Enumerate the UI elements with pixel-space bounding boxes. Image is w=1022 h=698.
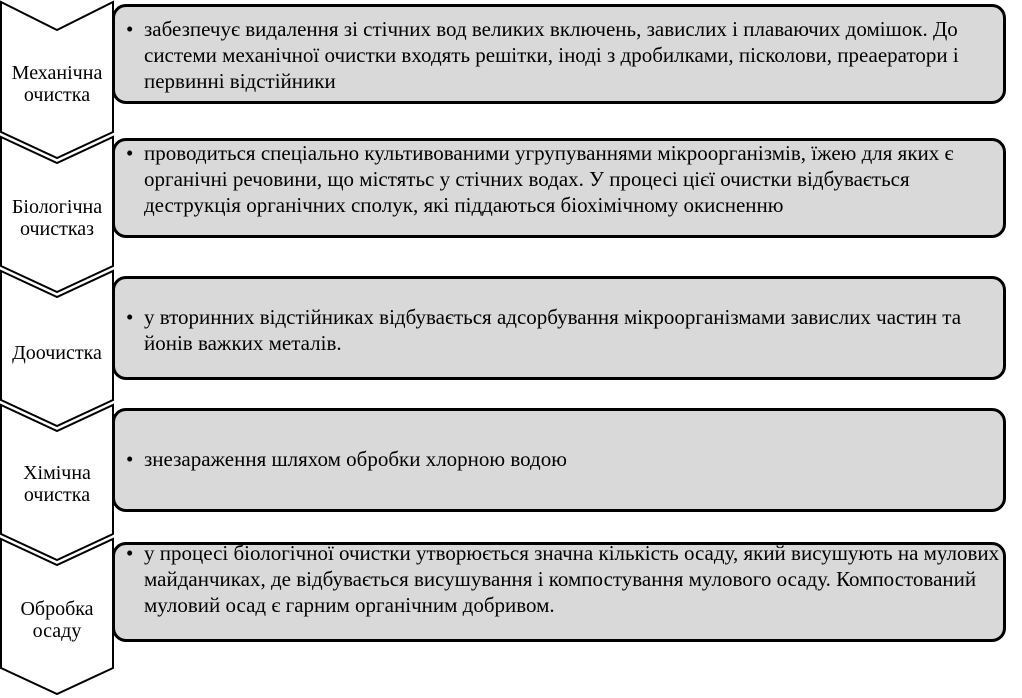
step-description-4: • знезараження шляхом обробки хлорною водою bbox=[126, 447, 567, 471]
bullet-icon: • bbox=[126, 541, 134, 565]
bullet-icon: • bbox=[126, 17, 134, 41]
step-description-1: • забезпечує видалення зі стічних вод великих включень, завислих і плаваючих домішок. До системи механічної очистки входять решітки, іноді з дробилками, пісколови, преаератори і первинні відстійники bbox=[126, 17, 959, 93]
step-label-5: Обробка осаду bbox=[20, 598, 94, 642]
step-description-3: • у вторинних відстійниках відбувається адсорбування мікроорганізмами завислих частин та йонів важких металів. bbox=[126, 305, 962, 355]
step-description-2: • проводиться спеціально культивованими угрупуваннями мікроорганізмів, їжею для яких є органічні речовини, що містятьс у стічних водах. У процесі цієї очистки відбувається деструкція органічних сполук, які піддаються біохімічному окисненню bbox=[126, 141, 954, 217]
bullet-icon: • bbox=[126, 305, 134, 329]
step-label-1: Механічна очистка bbox=[11, 62, 103, 106]
bullet-icon: • bbox=[126, 447, 134, 471]
step-label-3: Доочистка bbox=[12, 342, 102, 364]
step-label-4: Хімічна очистка bbox=[23, 462, 91, 506]
step-label-2: Біологічна очистказ bbox=[11, 196, 103, 240]
step-description-5: • у процесі біологічної очистки утворюється значна кількість осаду, який висушують на мулових майданчиках, де відбувається висушування і компостування мулового осаду. Компостований муловий осад є гарним органічним добривом. bbox=[126, 541, 1000, 617]
bullet-icon: • bbox=[126, 141, 134, 165]
